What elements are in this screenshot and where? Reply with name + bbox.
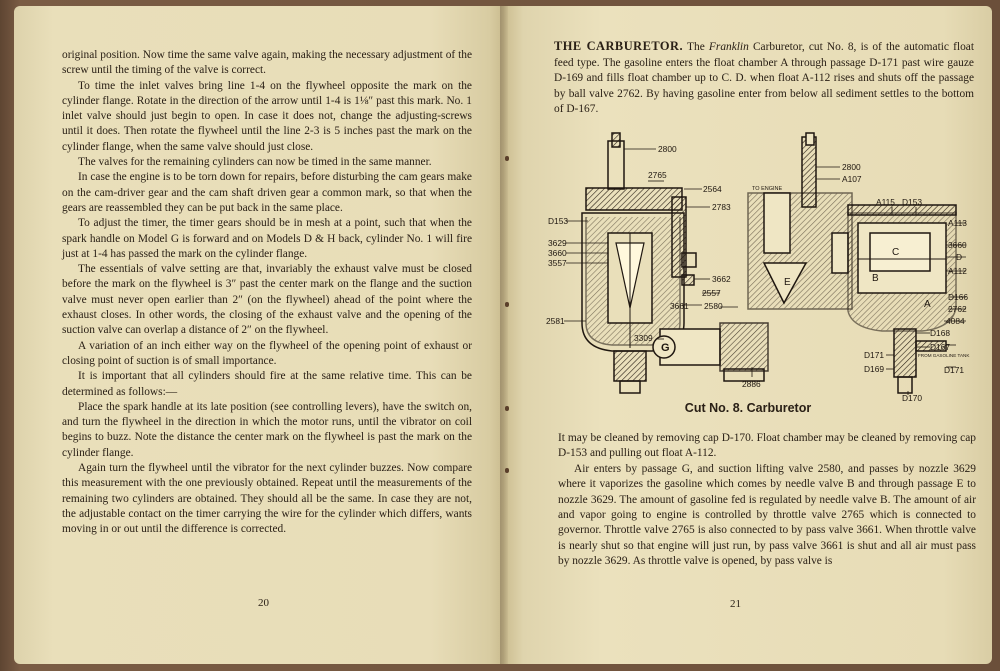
label-2886: 2886 <box>742 379 761 389</box>
label-d171: D171 <box>864 350 885 360</box>
paragraph: Air enters by passage G, and suction lifting valve 2580, and passes by nozzle 3629 where it vaporizes the gasoline which comes by needle valve B and through passage E to nozzle 3629. The amount of gasoline fed is regulated by needle valve B. The amount of air and vapor going to engine is controlled by throttle valve 2765 which is connected to governor. Throttle valve 2765 is also connected to by pass valve 3661. When throttle valve is nearly shut so that engine will just run, by pass valve 3661 is shut and all air must pass by nozzle 3629. As throttle valve is opened, by pass valve is <box>558 462 976 568</box>
label-3309: 3309 <box>634 333 653 343</box>
paragraph: Place the spark handle at its late position (see controlling levers), have the switch on, and turn the flywheel in the direction in which the motor runs, until the vibrator on coil begins to buzz. Note the distance the center mark on the flywheel is past the mark on the cylinder flange. <box>62 400 472 459</box>
label-2765: 2765 <box>648 170 667 180</box>
label-from-gasoline-tank: FROM GASOLINE TANK <box>918 353 970 358</box>
label-d168: D168 <box>930 328 951 338</box>
label-a: A <box>924 299 931 310</box>
label-d: D <box>956 252 963 262</box>
label-b: B <box>872 273 879 284</box>
right-page-text <box>558 431 976 570</box>
label-4084: 4084 <box>946 316 965 326</box>
paragraph: It is important that all cylinders should fire at the same relative time. This can be determined as follows:— <box>62 370 472 398</box>
label-e: E <box>784 277 791 288</box>
figure-caption: Cut No. 8. Carburetor <box>684 401 812 415</box>
paragraph: In case the engine is to be torn down for repairs, before disturbing the cam gears make on the cam-driver gear and the cam shaft driven gear a common mark, so that when the gears are reassembled they can be put back in the same place. <box>62 171 472 214</box>
brand-name: Franklin <box>708 41 749 53</box>
staple-hole <box>505 156 509 161</box>
left-page <box>14 6 504 664</box>
paragraph: To adjust the timer, the timer gears should be in mesh at a point, such that when the spark handle on Model G is forward and on Models D & H back, cylinder No. 1 will fire just at 1-4 has passed the mark on the cylinder flange. <box>62 217 472 260</box>
section-title: THE CARBURETOR. <box>554 39 684 53</box>
carburetor-body <box>748 133 852 309</box>
label-3660: 3660 <box>548 248 567 258</box>
label-2564: 2564 <box>703 184 722 194</box>
label-d169: D169 <box>864 364 885 374</box>
label-2800: 2800 <box>658 144 677 154</box>
paragraph: The valves for the remaining cylinders can now be timed in the same manner. <box>78 156 432 169</box>
paragraph: A variation of an inch either way on the flywheel of the opening point of exhaust or closing point of suction is of small importance. <box>62 339 472 367</box>
paragraph: original position. Now time the same valve again, making the necessary adjustment of the screw until the timing of the valve is correct. <box>62 49 472 77</box>
label-3629: 3629 <box>548 238 567 248</box>
paragraph: Again turn the flywheel until the vibrator for the next cylinder buzzes. Now compare this measurement with the one previously obtained. Repeat until the measurements of the remaining two cylinders are obtained. They should all be the same. In case they are not, the adjustable contact on the timer carrying the wire for the cylinder which differs, wants moving in or out until the difference is corrected. <box>62 462 472 536</box>
label-3662: 3662 <box>712 274 731 284</box>
staple-hole <box>505 468 509 473</box>
label-a115: A115 <box>876 197 895 207</box>
label-2557: 2557 <box>702 288 721 298</box>
staple-hole <box>505 302 509 307</box>
label-a107: A107 <box>842 174 862 184</box>
page-number: 20 <box>258 597 269 609</box>
label-a112: A112 <box>948 266 967 276</box>
label-2581: 2581 <box>546 316 565 326</box>
label-d170: D170 <box>902 393 923 403</box>
label-d167: D167 <box>930 342 951 352</box>
label-2783: 2783 <box>712 202 731 212</box>
carburetor-diagram <box>546 133 972 403</box>
label-3661: 3661 <box>670 301 689 311</box>
paragraph: To time the inlet valves bring line 1-4 on the flywheel opposite the mark on the cylinder flange. Rotate in the direction of the arrow until 1-4 is 1⅛″ past this mark. No. 1 inlet valve should just begin to open. In case it does not, change the adjusting-screws until it does. Then rotate the flywheel until the line 2-3 is 5 inches past the mark on the cylinder flange, when the same valve should just close. <box>62 79 472 153</box>
label-g: G <box>661 342 670 354</box>
paragraph: It may be cleaned by removing cap D-170. Float chamber may be cleaned by removing cap D-153 and pulling out float A-112. <box>558 432 976 460</box>
book-gutter <box>500 6 508 664</box>
label-d171-lower: D171 <box>944 365 965 375</box>
carburetor-intro <box>554 39 974 118</box>
page-number: 21 <box>730 598 741 610</box>
air-intake <box>653 323 768 381</box>
label-d166: D166 <box>948 292 969 302</box>
label-2800-right: 2800 <box>842 162 861 172</box>
staple-hole <box>505 406 509 411</box>
label-d153: D153 <box>548 216 569 226</box>
intro-text: The <box>683 41 709 53</box>
intro-text: Carburetor, cut No. 8, is of the automatic float feed type. The gasoline enters the float chamber A through passage D-171 past wire gauze D-169 and fills float chamber up to C. D. when float A-112 rises and shuts off the passage by ball valve 2762. By having gasoline enter from below all sediment settles to the bottom of D-167. <box>554 41 975 116</box>
label-c: C <box>892 247 900 258</box>
left-page-text <box>62 48 472 538</box>
label-d153-right: D153 <box>902 197 923 207</box>
paragraph: The essentials of valve setting are that, invariably the exhaust valve must be closed before the mark on the flywheel is 3″ past the center mark on the flange and the suction valve must never open earlier than 2″ (on the flywheel) ahead of the point where the exhaust closes. In other words, the closing of the exhaust valve and the opening of the suction valve can overlap a distance of 2″ on the flywheel. <box>62 263 472 337</box>
label-3557: 3557 <box>548 258 567 268</box>
label-3660-right: 3660 <box>948 240 967 250</box>
right-page <box>504 6 992 664</box>
label-a113: A113 <box>948 218 967 228</box>
label-2580: 2580 <box>704 301 723 311</box>
label-2762: 2762 <box>948 304 967 314</box>
label-to-engine: TO ENGINE <box>752 186 783 192</box>
